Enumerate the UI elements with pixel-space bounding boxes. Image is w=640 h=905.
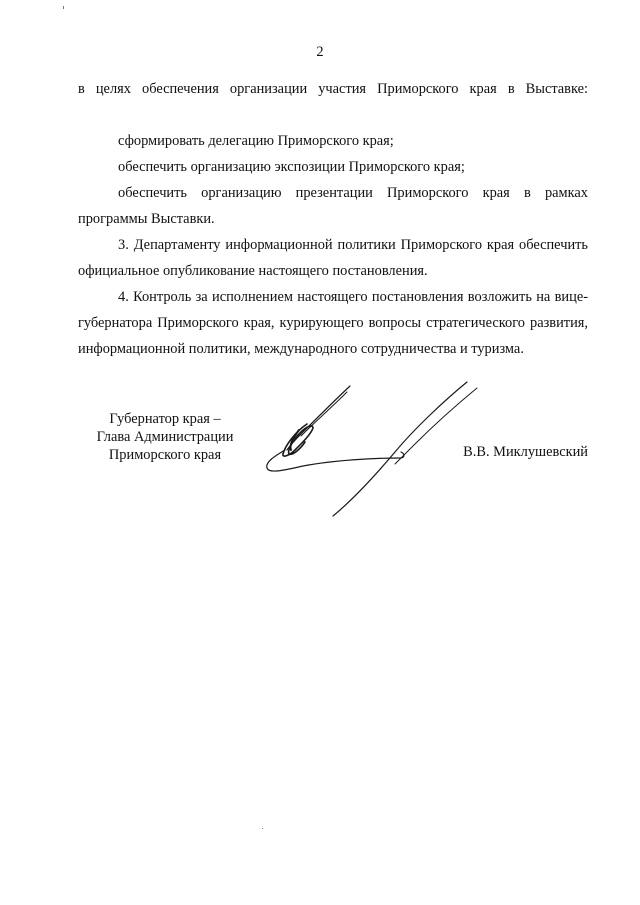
- paragraph-presentation: обеспечить организацию презентации Приморского края в рамках программы Выставки.: [78, 185, 588, 227]
- scan-speck: [63, 6, 64, 9]
- document-body: [78, 76, 588, 362]
- paragraph-intro: в целях обеспечения организации участия Приморского края в Выставке:: [78, 81, 588, 97]
- page-number: 2: [316, 44, 324, 60]
- signatory-name: В.В. Миклушевский: [463, 444, 588, 460]
- signatory-title-line: Глава Администрации: [96, 429, 234, 445]
- signatory-title-line: Приморского края: [108, 447, 222, 463]
- scan-speck: [262, 828, 263, 829]
- paragraph-item-3: 3. Департаменту информационной политики Приморского края обеспечить официальное опубликование настоящего постановления.: [78, 237, 588, 279]
- paragraph-item-4: 4. Контроль за исполнением настоящего постановления возложить на вице-губернатора Приморского края, курирующего вопросы стратегического развития, информационной политики, международного сотрудничества и туризма.: [78, 289, 588, 357]
- paragraph-exposition: обеспечить организацию экспозиции Приморского края;: [118, 159, 465, 175]
- signatory-title-line: Губернатор края –: [109, 411, 221, 427]
- paragraph-form-delegation: сформировать делегацию Приморского края;: [118, 133, 394, 149]
- signatory-title: [60, 410, 270, 464]
